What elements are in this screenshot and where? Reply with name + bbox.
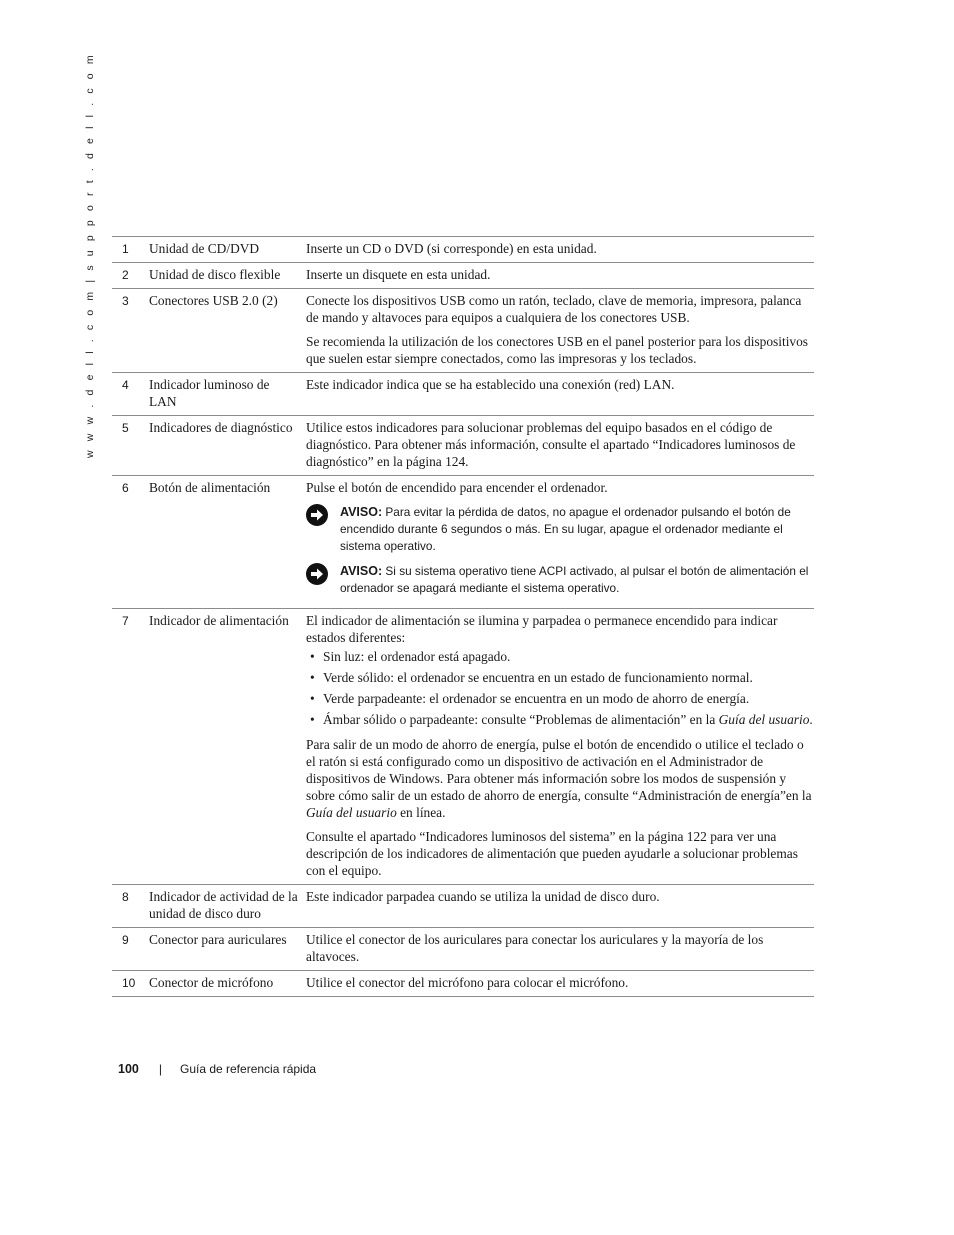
- row-description: [306, 376, 814, 410]
- row-number: 9: [122, 933, 129, 947]
- notice-body: Si su sistema operativo tiene ACPI activado, al pulsar el botón de alimentación el ordenador se apagará mediante el sistema operativo.: [340, 564, 809, 595]
- row-item: Indicador luminoso de LAN: [149, 377, 270, 409]
- notice-box: [306, 504, 814, 555]
- table-row: [112, 971, 814, 997]
- italic-reference: Guía del usuario: [718, 712, 810, 727]
- list-item-text: Sin luz: el ordenador está apagado.: [323, 649, 511, 664]
- row-description: [306, 240, 814, 257]
- notice-label: AVISO:: [340, 564, 383, 578]
- row-description: [306, 612, 814, 879]
- row-number: 3: [122, 294, 129, 308]
- row-number: 1: [122, 242, 129, 256]
- row-description: [306, 931, 814, 965]
- notice-text: [340, 504, 814, 555]
- table-row: [112, 263, 814, 289]
- table-row: [112, 416, 814, 476]
- list-item-text: Ámbar sólido o parpadeante: consulte “Problemas de alimentación” en la: [323, 712, 719, 727]
- description-paragraph: Utilice el conector de los auriculares para conectar los auriculares y la mayoría de los altavoces.: [306, 932, 764, 964]
- row-number: 5: [122, 421, 129, 435]
- row-item: Conectores USB 2.0 (2): [149, 293, 278, 308]
- bullet-icon: •: [310, 712, 315, 727]
- bullet-icon: •: [310, 649, 315, 664]
- list-item-text: .: [809, 712, 813, 727]
- sidebar-url: w w w . d e l l . c o m | s u p p o r t . d e l l . c o m: [84, 52, 96, 458]
- list-item-text: Verde parpadeante: el ordenador se encuentra en un modo de ahorro de energía.: [323, 691, 750, 706]
- row-number: 6: [122, 481, 129, 495]
- paragraph-text: Para salir de un modo de ahorro de energía, pulse el botón de encendido o utilice el teclado o el ratón si está configurado como un dispositivo de activación en el Administrador de dispositivos de Windows. Para obtener más información sobre los modos de suspensión y sobre cómo salir de un estado de ahorro de energía, consulte “Administración de energía”en la: [306, 737, 812, 803]
- row-description: [306, 266, 814, 283]
- row-item: Unidad de disco flexible: [149, 267, 281, 282]
- table-row: [112, 928, 814, 971]
- bullet-list: [306, 648, 814, 728]
- notice-label: AVISO:: [340, 505, 383, 519]
- row-number: 7: [122, 614, 129, 628]
- table-row: [112, 237, 814, 263]
- description-paragraph: Este indicador parpadea cuando se utiliza la unidad de disco duro.: [306, 889, 660, 904]
- row-description: [306, 479, 814, 603]
- table-row: [112, 373, 814, 416]
- description-paragraph: Utilice estos indicadores para solucionar problemas del equipo basados en el código de diagnóstico. Para obtener más información, consulte el apartado “Indicadores luminosos de diagnóstico” en la página 124.: [306, 420, 796, 469]
- italic-reference: Guía del usuario: [306, 805, 397, 820]
- table-row: [112, 289, 814, 373]
- row-number: 2: [122, 268, 129, 282]
- reference-table: [112, 236, 814, 997]
- row-description: [306, 292, 814, 367]
- notice-text: [340, 563, 814, 597]
- footer-separator: |: [158, 1062, 162, 1076]
- description-paragraph: El indicador de alimentación se ilumina y parpadea o permanece encendido para indicar estados diferentes:: [306, 613, 778, 645]
- list-item: [306, 669, 814, 686]
- page-footer: [118, 1062, 316, 1076]
- list-item-text: Verde sólido: el ordenador se encuentra en un estado de funcionamiento normal.: [323, 670, 753, 685]
- list-item: [306, 690, 814, 707]
- notice-arrow-icon: [306, 563, 328, 585]
- description-paragraph: [306, 736, 814, 821]
- list-item: [306, 711, 814, 728]
- bullet-icon: •: [310, 670, 315, 685]
- row-description: [306, 419, 814, 470]
- bullet-icon: •: [310, 691, 315, 706]
- list-item: [306, 648, 814, 665]
- table-row: [112, 476, 814, 609]
- description-paragraph: Pulse el botón de encendido para encender el ordenador.: [306, 480, 608, 495]
- row-item: Unidad de CD/DVD: [149, 241, 260, 256]
- table-row: [112, 885, 814, 928]
- notice-arrow-icon: [306, 504, 328, 526]
- row-item: Indicador de alimentación: [149, 613, 289, 628]
- description-paragraph: Conecte los dispositivos USB como un ratón, teclado, clave de memoria, impresora, palanca de mando y altavoces para equipos a cualquiera de los conectores USB.: [306, 293, 802, 325]
- row-number: 4: [122, 378, 129, 392]
- row-item: Conector de micrófono: [149, 975, 274, 990]
- row-number: 10: [122, 976, 136, 990]
- description-paragraph: Este indicador indica que se ha establecido una conexión (red) LAN.: [306, 377, 675, 392]
- row-item: Indicador de actividad de la unidad de disco duro: [149, 889, 298, 921]
- row-item: Conector para auriculares: [149, 932, 287, 947]
- row-item: Botón de alimentación: [149, 480, 271, 495]
- page-number: 100: [118, 1062, 139, 1076]
- row-item: Indicadores de diagnóstico: [149, 420, 293, 435]
- description-paragraph: Inserte un disquete en esta unidad.: [306, 267, 491, 282]
- description-paragraph: Utilice el conector del micrófono para colocar el micrófono.: [306, 975, 629, 990]
- notice-box: [306, 563, 814, 597]
- description-paragraph: Consulte el apartado “Indicadores luminosos del sistema” en la página 122 para ver una descripción de los indicadores de alimentación que pueden ayudarle a solucionar problemas con el equipo.: [306, 829, 798, 878]
- row-description: [306, 974, 814, 991]
- row-number: 8: [122, 890, 129, 904]
- description-paragraph: Inserte un CD o DVD (si corresponde) en esta unidad.: [306, 241, 597, 256]
- description-paragraph: Se recomienda la utilización de los conectores USB en el panel posterior para los dispositivos que suelen estar siempre conectados, como las impresoras y los teclados.: [306, 334, 809, 366]
- row-description: [306, 888, 814, 922]
- table-row: [112, 609, 814, 885]
- notice-body: Para evitar la pérdida de datos, no apague el ordenador pulsando el botón de encendido durante 6 segundos o más. En su lugar, apague el ordenador mediante el sistema operativo.: [340, 505, 791, 553]
- paragraph-text: en línea.: [396, 805, 446, 820]
- document-title: Guía de referencia rápida: [179, 1062, 317, 1076]
